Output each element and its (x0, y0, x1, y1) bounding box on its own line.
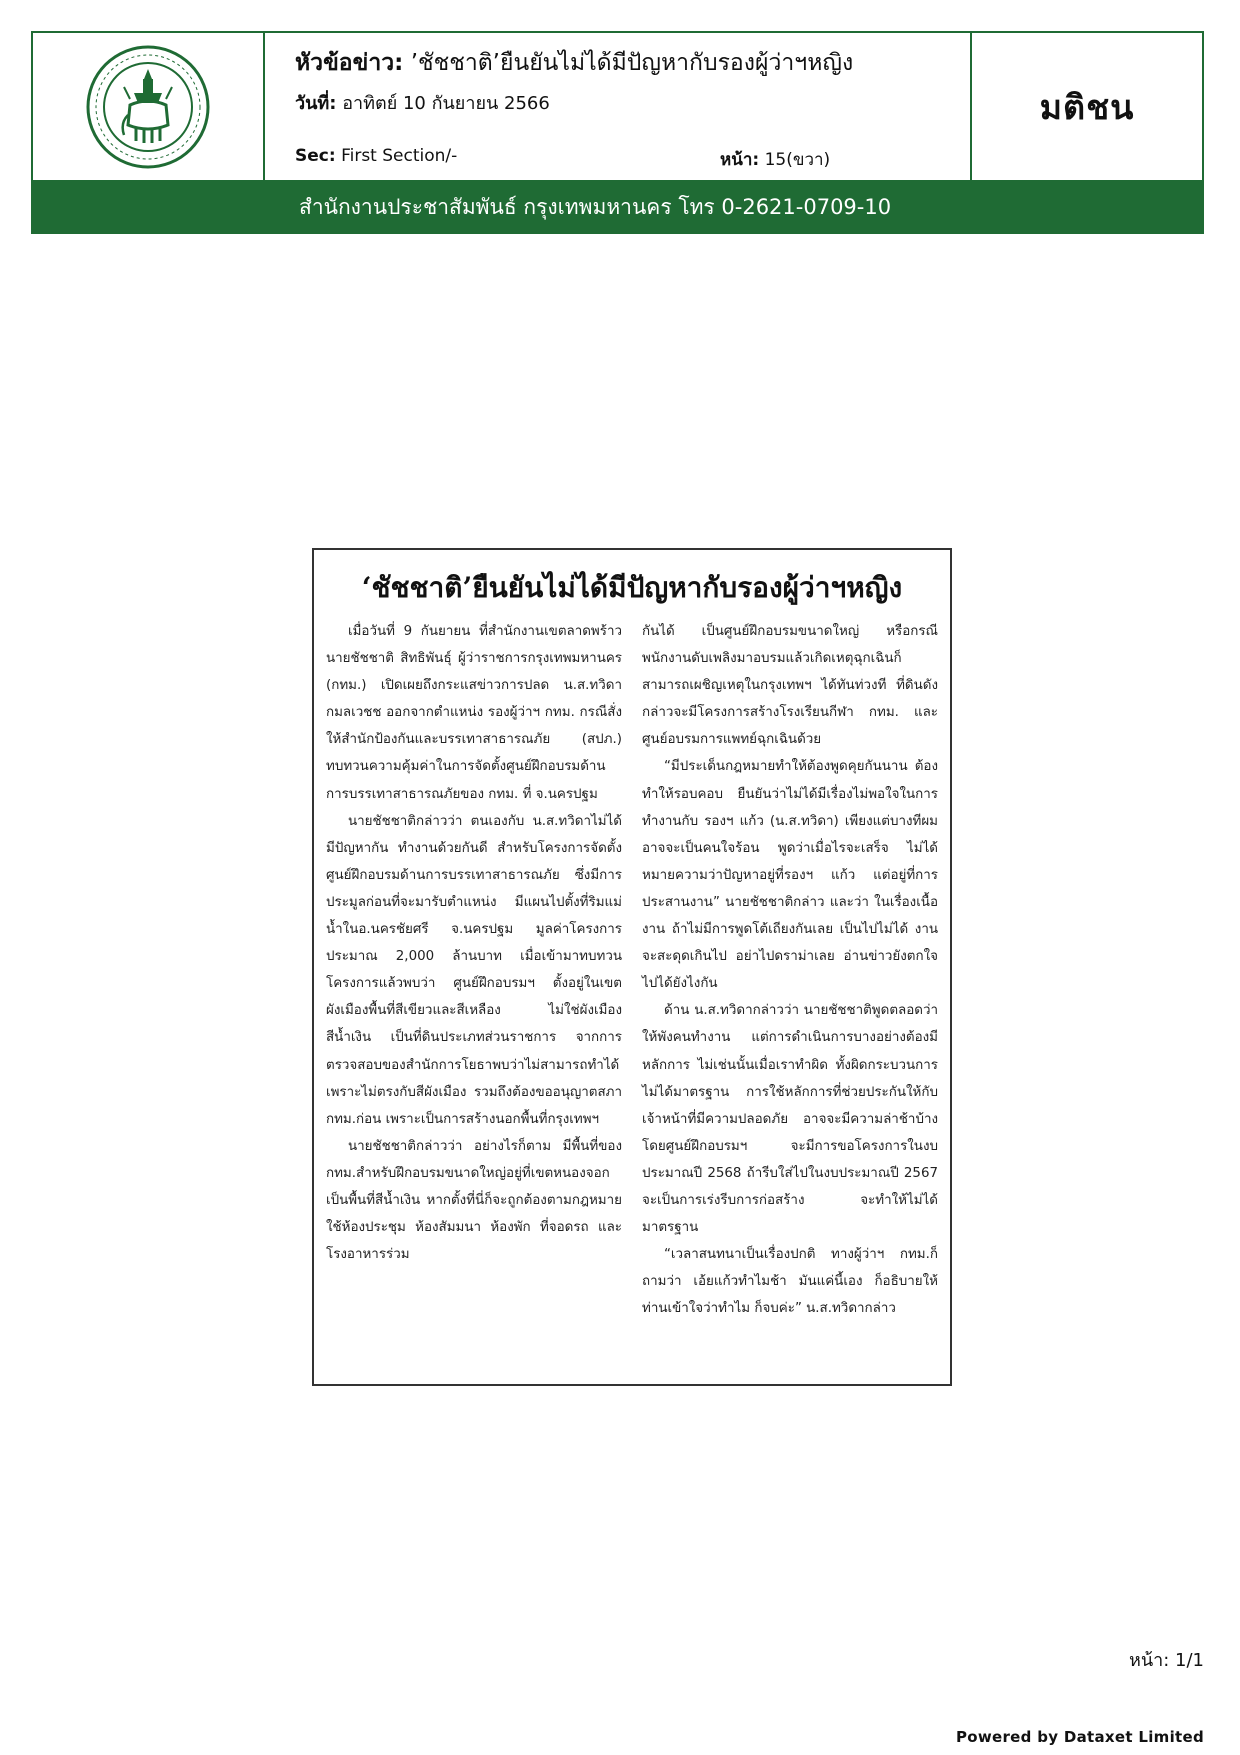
publication-cell (972, 33, 1202, 180)
article-paragraph: “มีประเด็นกฎหมายทำให้ต้องพูดคุยกันนาน ต้องทำให้รอบคอบ ยืนยันว่าไม่ได้มีเรื่องไม่พอใจในการทำงานกับ รองฯ แก้ว (น.ส.ทวิดา) เพียงแต่บางทีผมอาจจะเป็นคนใจร้อน พูดว่าเมื่อไรจะเสร็จ ไม่ได้หมายความว่าปัญหาอยู่ที่รองฯ แก้ว แต่อยู่ที่การประสานงาน” นายชัชชาติกล่าว และว่า ในเรื่องเนื้องาน ถ้าไม่มีการพูดโต้เถียงกันเลย เป็นไปไม่ได้ งานจะสะดุดเกินไป อย่าไปดราม่าเลย อ่านข่าวยังตกใจ ไปได้ยังไงกัน (642, 759, 938, 992)
article-paragraph: ด้าน น.ส.ทวิดากล่าวว่า นายชัชชาติพูดตลอดว่าให้พังคนทำงาน แต่การดำเนินการบางอย่างต้องมีหลักการ ไม่เช่นนั้นเมื่อเราทำผิด ทั้งผิดกระบวนการ ไม่ได้มาตรฐาน การใช้หลักการที่ช่วยประกันให้กับเจ้าหน้าที่มีความปลอดภัย อาจจะมีความล่าช้าบ้าง โดยศูนย์ฝึกอบรมฯ จะมีการขอโครงการในงบประมาณปี 2568 ถ้ารีบใส่ไปในงบประมาณปี 2567 จะเป็นการเร่งรีบการก่อสร้าง จะทำให้ไม่ได้มาตรฐาน (642, 1003, 938, 1236)
section-row (295, 146, 950, 170)
headline-label: หัวข้อข่าว: (295, 50, 404, 76)
date-row (295, 91, 970, 117)
article-paragraph: “เวลาสนทนาเป็นเรื่องปกติ ทางผู้ว่าฯ กทม.ก็ถามว่า เอ้ยแก้วทำไมช้า มันแค่นี้เอง ก็อธิบายให้ท่านเข้าใจว่าทำไม ก็จบค่ะ” น.ส.ทวิดากล่าว (642, 1247, 938, 1317)
clipping-header (31, 31, 1204, 182)
page-count: หน้า: 1/1 (1128, 1650, 1204, 1671)
powered-by: Powered by Dataxet Limited (955, 1728, 1204, 1746)
page-label: หน้า: (720, 150, 760, 170)
article-column-left (326, 618, 622, 1322)
article-columns (326, 618, 938, 1322)
article-paragraph: นายชัชชาติกล่าวว่า ตนเองกับ น.ส.ทวิดาไม่ได้มีปัญหากัน ทำงานด้วยกันดี สำหรับโครงการจัดตั้งศูนย์ฝึกอบรมด้านการบรรเทาสาธารณภัย ซึ่งมีการประมูลก่อนที่จะมารับตำแหน่ง มีแผนไปตั้งที่ริมแม่น้ำในอ.นครชัยศรี จ.นครปฐม มูลค่าโครงการประมาณ 2,000 ล้านบาท เมื่อเข้ามาทบทวนโครงการแล้วพบว่า ศูนย์ฝึกอบรมฯ ตั้งอยู่ในเขตผังเมืองพื้นที่สีเขียวและสีเหลือง ไม่ใช่ผังเมืองสีน้ำเงิน เป็นที่ดินประเภทส่วนราชการ จากการตรวจสอบของสำนักการโยธาพบว่าไม่สามารถทำได้ เพราะไม่ตรงกับสีผังเมือง รวมถึงต้องขออนุญาตสภา กทม.ก่อน เพราะเป็นการสร้างนอกพื้นที่กรุงเทพฯ (326, 813, 622, 1127)
section-label: Sec: (295, 146, 336, 166)
headline-row (295, 47, 970, 79)
article-paragraph: นายชัชชาติกล่าวว่า อย่างไรก็ตาม มีพื้นที่ของ กทม.สำหรับฝึกอบรมขนาดใหญ่อยู่ที่เขตหนองจอกเป็นพื้นที่สีน้ำเงิน หากตั้งที่นี่ก็จะถูกต้องตามกฎหมาย ใช้ห้องประชุม ห้องสัมมนา ห้องพัก ที่จอดรถ และโรงอาหารร่วม (326, 1138, 622, 1263)
headline-info (265, 33, 972, 180)
page-value: 15(ขวา) (764, 150, 831, 170)
bangkok-city-seal-icon (84, 43, 212, 171)
section-value: First Section/- (341, 146, 458, 166)
date-value: อาทิตย์ 10 กันยายน 2566 (342, 93, 550, 114)
article-paragraph: กันได้ เป็นศูนย์ฝึกอบรมขนาดใหญ่ หรือกรณีพนักงานดับเพลิงมาอบรมแล้วเกิดเหตุฉุกเฉินก็สามารถเผชิญเหตุในกรุงเทพฯ ได้ทันท่วงที ที่ดินดังกล่าวจะมีโครงการสร้างโรงเรียนกีฬา กทม. และศูนย์อบรมการแพทย์ฉุกเฉินด้วย (642, 624, 938, 748)
contact-banner: สำนักงานประชาสัมพันธ์ กรุงเทพมหานคร โทร 0-2621-0709-10 (31, 180, 1204, 234)
article-column-right (642, 618, 938, 1322)
page-reference (720, 146, 830, 173)
clipping-title: ‘ชัชชาติ’ยืนยันไม่ได้มีปัญหากับรองผู้ว่าฯหญิง (361, 571, 903, 604)
article-paragraph: เมื่อวันที่ 9 กันยายน ที่สำนักงานเขตลาดพร้าว นายชัชชาติ สิทธิพันธุ์ ผู้ว่าราชการกรุงเทพมหานคร (กทม.) เปิดเผยถึงกระแสข่าวการปลด น.ส.ทวิดา กมลเวชช ออกจากตำแหน่ง รองผู้ว่าฯ กทม. กรณีสั่งให้สำนักป้องกันและบรรเทาสาธารณภัย (สปภ.) ทบทวนความคุ้มค่าในการจัดตั้งศูนย์ฝึกอบรมด้านการบรรเทาสาธารณภัยของ กทม. ที่ จ.นครปฐม (326, 624, 622, 802)
logo-cell (33, 33, 265, 180)
headline-text: ’ชัชชาติ’ยืนยันไม่ได้มีปัญหากับรองผู้ว่าฯหญิง (410, 50, 854, 76)
news-clipping (312, 548, 952, 1386)
publication-name: มติชน (1039, 87, 1135, 128)
date-label: วันที่: (295, 93, 337, 114)
